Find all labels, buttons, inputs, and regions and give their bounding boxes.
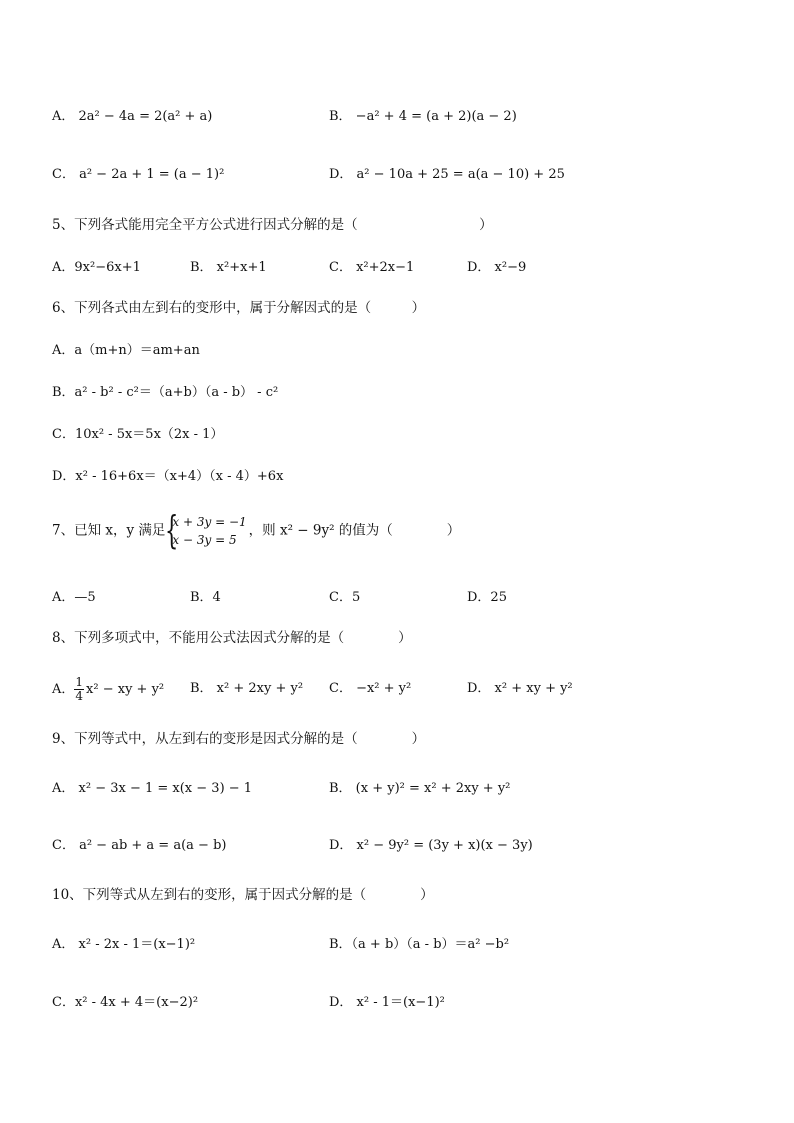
question-5-stem: 5、下列各式能用完全平方公式进行因式分解的是（ ） (52, 217, 493, 233)
question-6-option-d: D．x² - 16+6x＝（x+4）（x - 4）+6x (52, 469, 284, 484)
question-6-option-b: B．a² - b² - c²＝（a+b）（a - b） - c² (52, 385, 279, 400)
question-7-suffix: ，则 x² − 9y² 的值为（ ） (248, 522, 461, 539)
question-5-option-a: A．9x²−6x+1 (52, 260, 141, 275)
option-b-top: B． −a² + 4 = (a + 2)(a − 2) (329, 109, 517, 124)
equation-1: x + 3y = −1 (172, 515, 247, 529)
option-a-top: A． 2a² − 4a = 2(a² + a) (52, 109, 213, 124)
brace-icon: { (165, 508, 179, 552)
question-7-option-a: A．—5 (52, 590, 96, 605)
fraction-numerator: 1 (75, 675, 84, 689)
equation-2: x − 3y = 5 (172, 533, 237, 547)
question-10-option-d: D． x² - 1＝(x−1)² (329, 995, 445, 1010)
question-7-option-d: D．25 (467, 590, 507, 605)
question-8-option-a (52, 676, 164, 703)
question-7-option-b: B．4 (190, 590, 221, 605)
question-10-stem: 10、下列等式从左到右的变形，属于因式分解的是（ ） (52, 887, 434, 903)
question-6-option-c: C．10x² - 5x＝5x（2x - 1） (52, 427, 224, 442)
question-7-prefix: 7、已知 x，y 满足 (52, 522, 166, 539)
question-9-stem: 9、下列等式中，从左到右的变形是因式分解的是（ ） (52, 731, 426, 747)
question-10-option-a: A． x² - 2x - 1＝(x−1)² (52, 937, 196, 952)
question-8-stem: 8、下列多项式中，不能用公式法因式分解的是（ ） (52, 630, 412, 646)
question-9-option-a: A． x² − 3x − 1 = x(x − 3) − 1 (52, 781, 253, 796)
question-5-option-c: C． x²+2x−1 (329, 260, 415, 275)
question-6-stem: 6、下列各式由左到右的变形中，属于分解因式的是（ ） (52, 300, 426, 316)
question-6-option-a: A．a（m+n）＝am+an (52, 343, 200, 358)
option-a-expression: x² − xy + y² (86, 682, 165, 697)
question-7-option-c: C．5 (329, 590, 361, 605)
question-9-option-b: B． (x + y)² = x² + 2xy + y² (329, 781, 511, 796)
question-8-option-d: D． x² + xy + y² (467, 681, 573, 696)
option-c-top: C． a² − 2a + 1 = (a − 1)² (52, 167, 225, 182)
option-a-label: A． (52, 682, 75, 697)
question-7-stem (52, 508, 461, 552)
question-9-option-d: D． x² − 9y² = (3y + x)(x − 3y) (329, 838, 533, 853)
equation-system (165, 508, 247, 552)
fraction-one-quarter (74, 676, 84, 703)
fraction-denominator: 4 (75, 689, 84, 703)
question-9-option-c: C． a² − ab + a = a(a − b) (52, 838, 227, 853)
question-8-option-c: C． −x² + y² (329, 681, 412, 696)
question-10-option-c: C．x² - 4x + 4＝(x−2)² (52, 995, 199, 1010)
question-5-option-d: D． x²−9 (467, 260, 527, 275)
question-8-option-b: B． x² + 2xy + y² (190, 681, 304, 696)
question-5-option-b: B． x²+x+1 (190, 260, 267, 275)
question-10-option-b: B．（a + b）（a - b）＝a² −b² (329, 937, 510, 952)
option-d-top: D． a² − 10a + 25 = a(a − 10) + 25 (329, 167, 565, 182)
